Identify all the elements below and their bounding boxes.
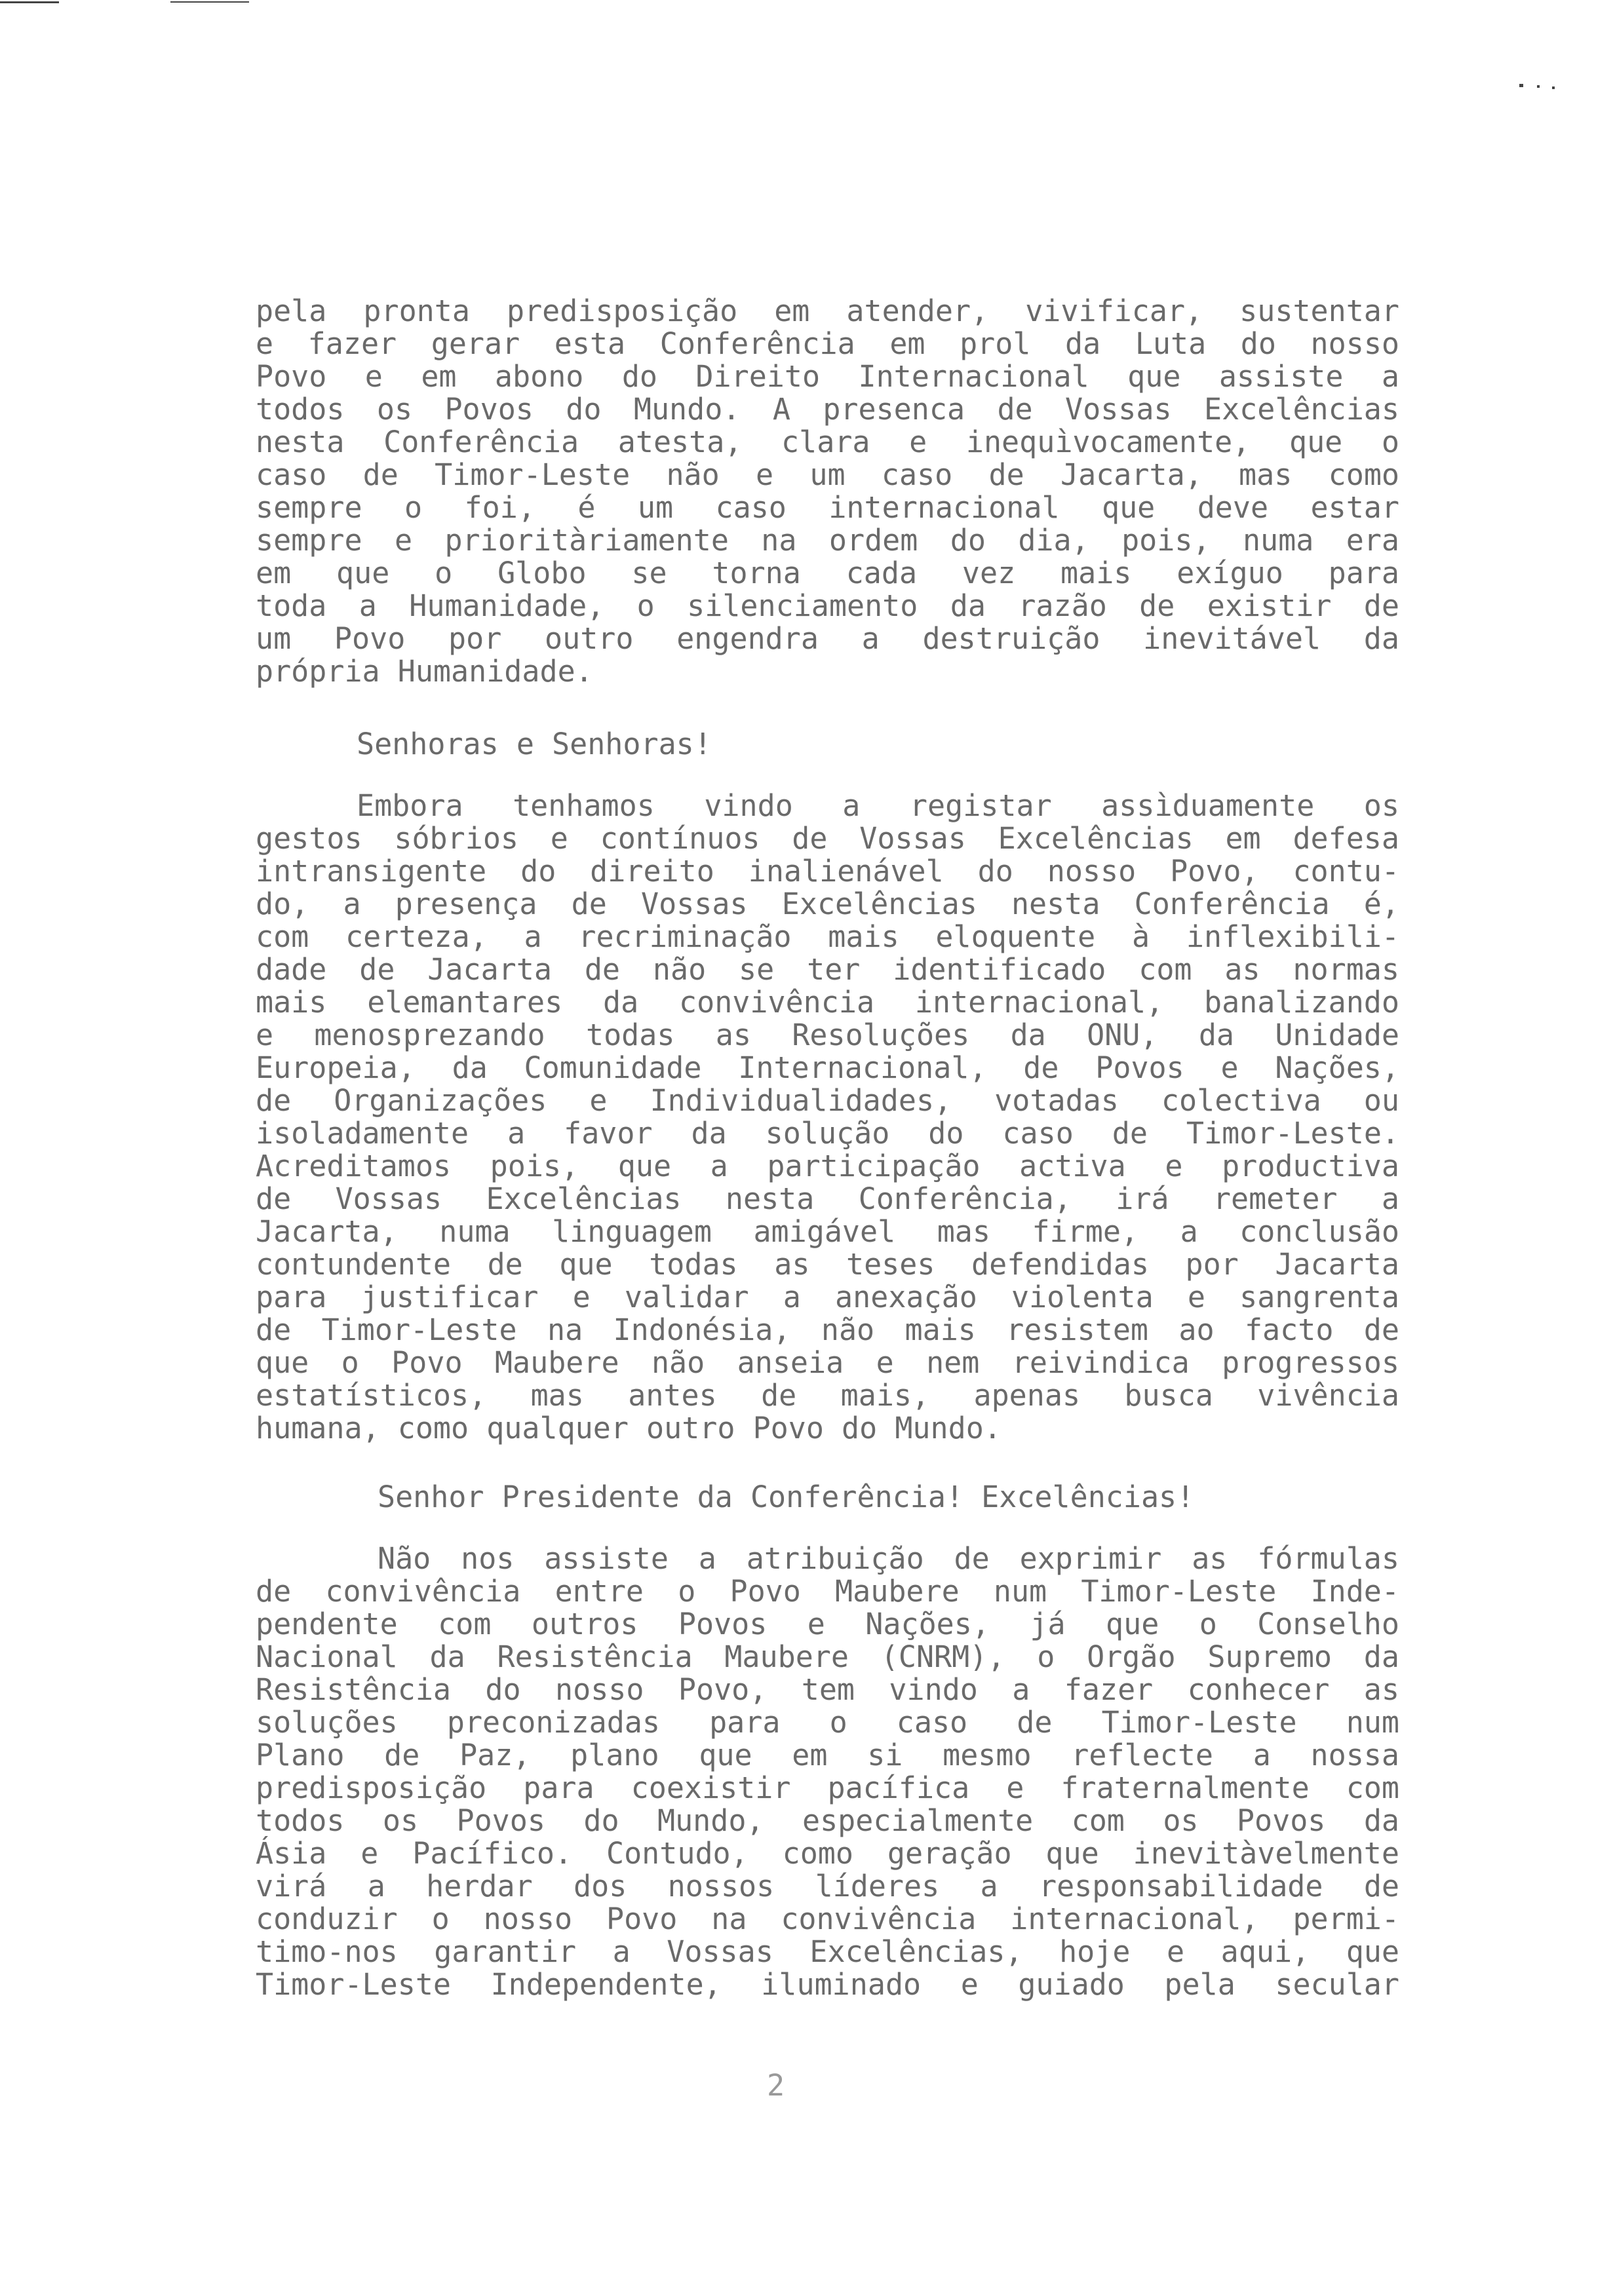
text-line: sempre o foi, é um caso internacional que deve estar [256,490,1399,525]
text-line: Nacional da Resistência Maubere (CNRM), o Orgão Supremo da [256,1639,1399,1674]
text-line: humana, como qualquer outro Povo do Mundo. [256,1411,1002,1445]
text-line: Resistência do nosso Povo, tem vindo a fazer conhecer as [256,1672,1399,1707]
text-line: intransigente do direito inalienável do nosso Povo, contu- [256,854,1399,889]
text-line: mais elemantares da convivência internacional, banalizando [256,985,1399,1020]
text-line: virá a herdar dos nossos líderes a responsabilidade de [256,1869,1399,1904]
text-line: Timor-Leste Independente, iluminado e guiado pela secular [256,1967,1399,2002]
text-line: de Organizações e Individualidades, votadas colectiva ou [256,1083,1399,1118]
text-line: para justificar e validar a anexação violenta e sangrenta [256,1280,1399,1314]
text-line: todos os Povos do Mundo. A presenca de Vossas Excelências [256,392,1399,427]
text-line: Jacarta, numa linguagem amigável mas firme, a conclusão [256,1214,1399,1249]
text-line: Não nos assiste a atribuição de exprimir as fórmulas [378,1541,1399,1576]
text-line: Ásia e Pacífico. Contudo, como geração que inevitàvelmente [256,1836,1399,1871]
text-line: dade de Jacarta de não se ter identificado com as normas [256,952,1399,987]
text-line: em que o Globo se torna cada vez mais exíguo para [256,556,1399,590]
text-line: e menosprezando todas as Resoluções da ONU, da Unidade [256,1018,1399,1052]
text-line: Povo e em abono do Direito Internacional que assiste a [256,359,1399,394]
text-line: Europeia, da Comunidade Internacional, de Povos e Nações, [256,1050,1399,1085]
text-line: isoladamente a favor da solução do caso de Timor-Leste. [256,1116,1399,1151]
salutation-heading-1: Senhoras e Senhoras! [357,727,712,761]
text-line: caso de Timor-Leste não e um caso de Jacarta, mas como [256,457,1399,492]
salutation-heading-2: Senhor Presidente da Conferência! Excelências! [378,1480,1195,1514]
text-line: pela pronta predisposição em atender, vivificar, sustentar [256,294,1399,328]
text-line: do, a presença de Vossas Excelências nesta Conferência é, [256,887,1399,921]
text-line: Acreditamos pois, que a participação activa e productiva [256,1149,1399,1183]
text-line: e fazer gerar esta Conferência em prol da Luta do nosso [256,326,1399,361]
text-line: predisposição para coexistir pacífica e fraternalmente com [256,1770,1399,1805]
text-line: de Vossas Excelências nesta Conferência, irá remeter a [256,1181,1399,1216]
scan-mark [1552,86,1555,89]
page-number: 2 [767,2068,785,2103]
text-line: com certeza, a recriminação mais eloquente à inflexibili- [256,919,1399,954]
text-line: soluções preconizadas para o caso de Timor-Leste num [256,1705,1399,1740]
scan-mark [1537,85,1540,88]
paragraph-2 [256,790,1399,1445]
text-line: estatísticos, mas antes de mais, apenas busca vivência [256,1378,1399,1413]
text-line: que o Povo Maubere não anseia e nem reivindica progressos [256,1345,1399,1380]
scan-mark [0,1,59,3]
text-line: um Povo por outro engendra a destruição inevitável da [256,621,1399,656]
text-line: timo-nos garantir a Vossas Excelências, hoje e aqui, que [256,1934,1399,1969]
text-line: Plano de Paz, plano que em si mesmo reflecte a nossa [256,1738,1399,1772]
paragraph-3 [256,1542,1399,2001]
paragraph-1 [256,295,1399,688]
text-line: nesta Conferência atesta, clara e inequìvocamente, que o [256,425,1399,459]
scan-mark [1519,84,1523,87]
scan-mark [170,1,249,3]
text-line: todos os Povos do Mundo, especialmente com os Povos da [256,1803,1399,1838]
text-line: contundente de que todas as teses defendidas por Jacarta [256,1247,1399,1282]
text-line: gestos sóbrios e contínuos de Vossas Excelências em defesa [256,821,1399,856]
text-line: conduzir o nosso Povo na convivência internacional, permi- [256,1902,1399,1936]
text-line: pendente com outros Povos e Nações, já que o Conselho [256,1607,1399,1641]
text-line: própria Humanidade. [256,654,593,689]
text-line: sempre e prioritàriamente na ordem do dia, pois, numa era [256,523,1399,558]
text-line: toda a Humanidade, o silenciamento da razão de existir de [256,588,1399,623]
text-line: de Timor-Leste na Indonésia, não mais resistem ao facto de [256,1312,1399,1347]
text-line: Embora tenhamos vindo a registar assìduamente os [357,788,1399,823]
text-line: de convivência entre o Povo Maubere num Timor-Leste Inde- [256,1574,1399,1609]
